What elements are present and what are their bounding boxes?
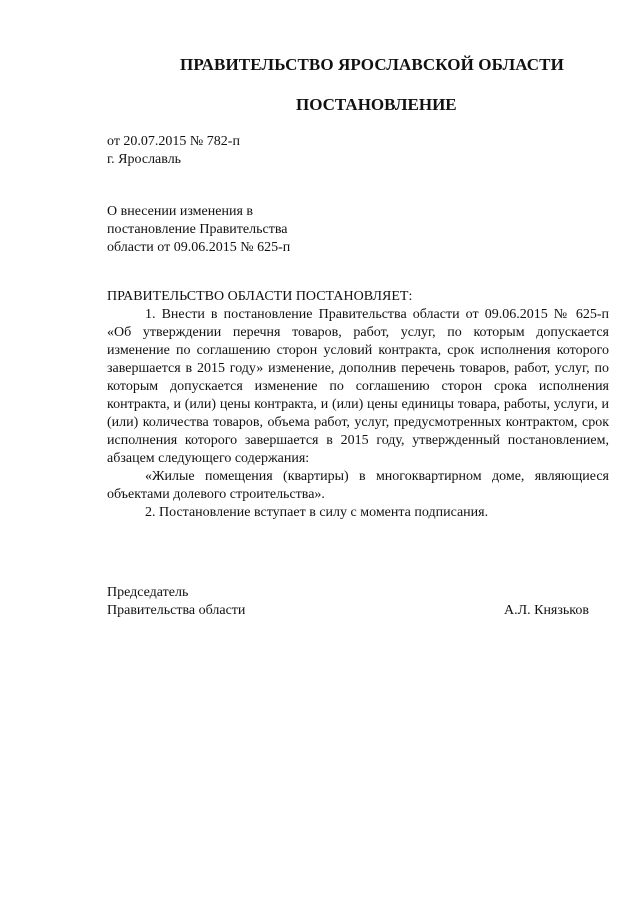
subject-line: О внесении изменения в bbox=[107, 204, 253, 219]
document-type: ПОСТАНОВЛЕНИЕ bbox=[296, 95, 457, 114]
document-subject bbox=[107, 203, 290, 257]
paragraph-quote: «Жилые помещения (квартиры) в многоквартирном доме, являющиеся объектами долевого строительства». bbox=[107, 469, 609, 502]
document-meta bbox=[107, 133, 240, 169]
signature-block bbox=[107, 584, 589, 620]
signature-row bbox=[107, 602, 589, 620]
signer-position-line1: Председатель bbox=[107, 585, 189, 600]
subject-line: постановление Правительства bbox=[107, 222, 288, 237]
subject-line: области от 09.06.2015 № 625-п bbox=[107, 240, 291, 255]
date-number: от 20.07.2015 № 782-п bbox=[107, 134, 240, 149]
decree-heading: ПРАВИТЕЛЬСТВО ОБЛАСТИ ПОСТАНОВЛЯЕТ: bbox=[107, 289, 413, 304]
document-body bbox=[107, 306, 609, 522]
paragraph-2: 2. Постановление вступает в силу с момента подписания. bbox=[145, 505, 489, 520]
signer-name: А.Л. Князьков bbox=[504, 603, 589, 618]
government-title: ПРАВИТЕЛЬСТВО ЯРОСЛАВСКОЙ ОБЛАСТИ bbox=[180, 55, 564, 74]
city: г. Ярославль bbox=[107, 152, 182, 167]
paragraph-1: 1. Внести в постановление Правительства области от 09.06.2015 № 625-п «Об утверждении перечня товаров, работ, услуг, по которым допускается изменение по соглашению сторон условий контракта, срок исполнения которого завершается в 2015 году» изменение, дополнив перечень товаров, работ, услуг, по которым допускается изменение по соглашению сторон срока исполнения контракта, и (или) цены контракта, и (или) цены единицы товара, работы, услуги, и (или) количества товаров, объема работ, услуг, предусмотренных контрактом, срок исполнения которого завершается в 2015 году, утвержденный постановлением, абзацем следующего содержания: bbox=[107, 307, 609, 466]
signer-position-line2: Правительства области bbox=[107, 603, 246, 618]
